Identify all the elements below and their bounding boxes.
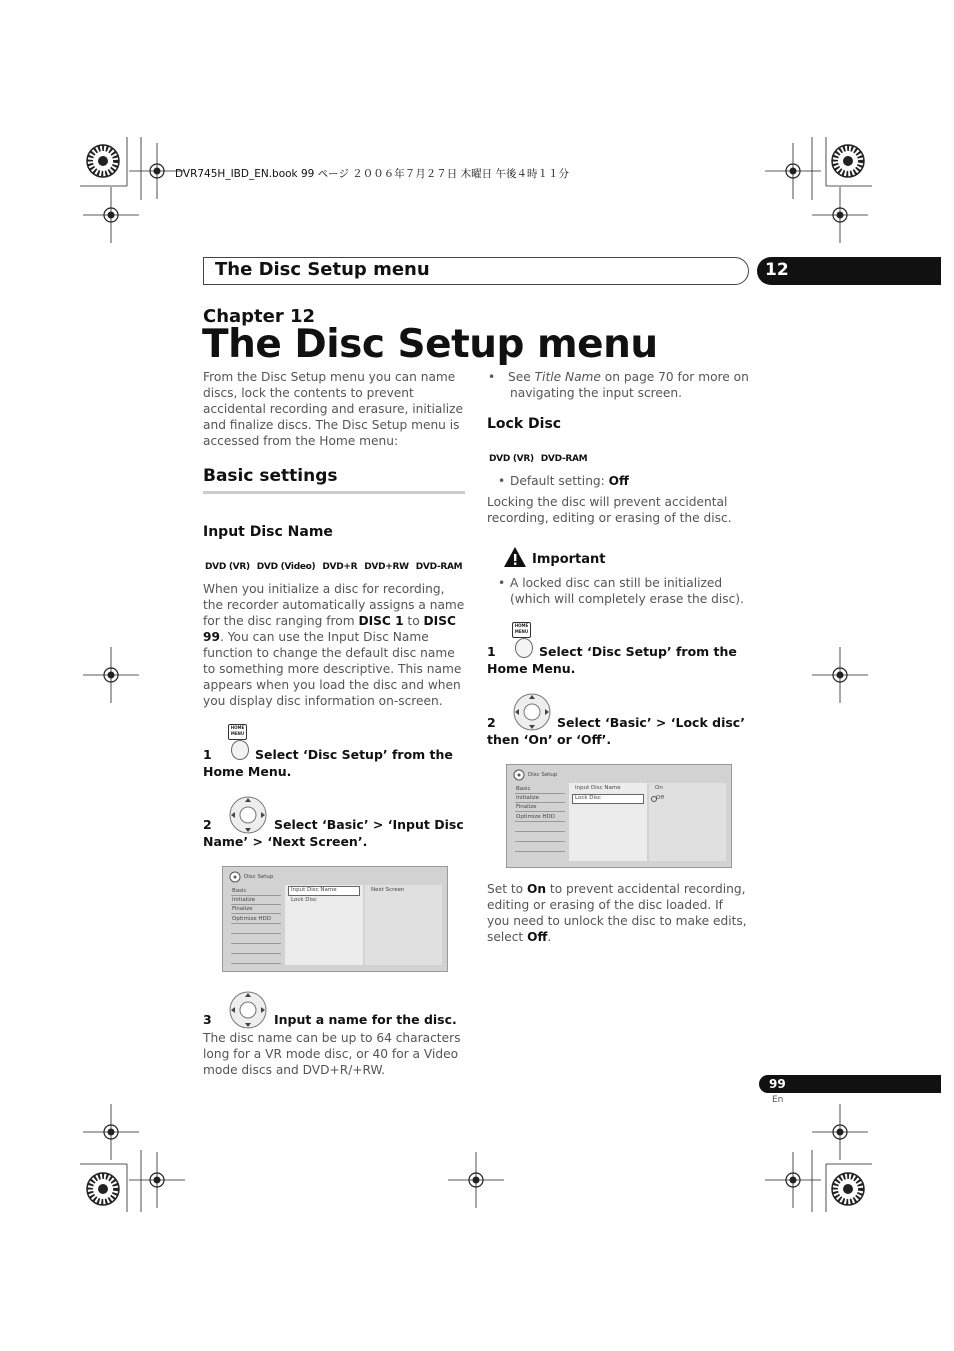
home-menu-icon: HOME MENU bbox=[512, 622, 531, 638]
badge-dvd-vr: DVD (VR) bbox=[489, 454, 534, 464]
option-input-disc-name: Input Disc Name bbox=[291, 887, 337, 893]
home-menu-icon: HOME MENU bbox=[228, 724, 247, 740]
menu-finalize: Finalize bbox=[516, 804, 537, 810]
chapter-number: 12 bbox=[765, 260, 789, 280]
default-setting: • Default setting: Off bbox=[498, 474, 629, 488]
lock-step2-number: 2 bbox=[487, 715, 496, 730]
screen-title: Disc Setup bbox=[244, 874, 274, 880]
menu-optimize-hdd: Optimize HDD bbox=[516, 814, 556, 820]
option-lock-disc: Lock Disc bbox=[575, 795, 601, 801]
menu-basic: Basic bbox=[232, 888, 247, 894]
important-label: Important bbox=[532, 552, 606, 567]
print-header: DVR745H_IBD_EN.book 99 ページ ２００６年７月２７日 木曜日 午後４時１１分 bbox=[175, 168, 569, 180]
step2-number: 2 bbox=[203, 817, 212, 832]
menu-optimize-hdd: Optimize HDD bbox=[232, 916, 272, 922]
lock-step2-text: Select ‘Basic’ > ‘Lock disc’ then ‘On’ or ‘Off’. bbox=[487, 715, 745, 747]
lock-disc-heading: Lock Disc bbox=[487, 416, 562, 432]
disc-icon bbox=[229, 871, 243, 883]
page-number-tab bbox=[759, 1075, 941, 1093]
disc-icon bbox=[513, 769, 527, 781]
step1-text: Select ‘Disc Setup’ from the Home Menu. bbox=[203, 747, 453, 779]
lock-step1-number: 1 bbox=[487, 644, 496, 659]
disc-setup-screen-lock bbox=[506, 764, 732, 868]
important-warning-icon bbox=[503, 546, 527, 568]
step3-text: Input a name for the disc. bbox=[274, 1012, 457, 1027]
option-lock-disc: Lock Disc bbox=[291, 897, 317, 903]
menu-initialize: Initialize bbox=[232, 897, 256, 903]
badge-dvd-video: DVD (Video) bbox=[256, 562, 316, 572]
badge-dvd-ram: DVD-RAM bbox=[540, 454, 588, 464]
badge-dvd-plus-rw: DVD+RW bbox=[364, 562, 409, 572]
step1-number: 1 bbox=[203, 747, 212, 762]
important-text: • A locked disc can still be initialized (which will completely erase the disc). bbox=[498, 576, 744, 606]
header-title: The Disc Setup menu bbox=[215, 259, 430, 280]
disc-type-badges bbox=[205, 554, 469, 573]
basic-settings-heading: Basic settings bbox=[203, 466, 338, 486]
badge-dvd-vr: DVD (VR) bbox=[205, 562, 250, 572]
menu-basic: Basic bbox=[516, 786, 531, 792]
page-language: En bbox=[772, 1095, 784, 1105]
badge-dvd-plus-r: DVD+R bbox=[322, 562, 358, 572]
menu-initialize: Initialize bbox=[516, 795, 540, 801]
chapter-label: Chapter 12 bbox=[203, 306, 316, 327]
badge-dvd-ram: DVD-RAM bbox=[415, 562, 463, 572]
intro-text: From the Disc Setup menu you can name discs, lock the contents to prevent accidental recording and erasure, initialize and finalize discs. The Disc Setup menu is accessed from the Home menu: bbox=[203, 370, 464, 448]
disc-setup-screen-input bbox=[222, 866, 448, 972]
option-input-disc-name: Input Disc Name bbox=[575, 785, 621, 791]
page-number: 99 bbox=[769, 1077, 786, 1091]
step3-number: 3 bbox=[203, 1012, 212, 1027]
see-title-name-bullet: • See Title Name on page 70 for more on navigating the input screen. bbox=[488, 370, 749, 400]
option-on: On bbox=[655, 785, 663, 791]
set-on-desc: Set to On to prevent accidental recording, editing or erasing of the disc loaded. If you need to unlock the disc to make edits, select Off. bbox=[487, 882, 747, 944]
step3-desc: The disc name can be up to 64 characters long for a VR mode disc, or 40 for a Video mode discs and DVD+R/+RW. bbox=[203, 1031, 461, 1077]
page-title: The Disc Setup menu bbox=[202, 322, 658, 367]
lock-step1-text: Select ‘Disc Setup’ from the Home Menu. bbox=[487, 644, 737, 676]
enter-joystick-icon bbox=[226, 990, 270, 1030]
sub-panel bbox=[365, 885, 442, 965]
step2-text: Select ‘Basic’ > ‘Input Disc Name’ > ‘Next Screen’. bbox=[203, 817, 464, 849]
menu-finalize: Finalize bbox=[232, 906, 253, 912]
input-disc-name-heading: Input Disc Name bbox=[203, 524, 333, 540]
input-disc-name-desc: When you initialize a disc for recording, the recorder automatically assigns a name for the disc ranging from DISC 1 to DISC 99. You can use the Input Disc Name function to change the default disc name to something more descriptive. This name appears when you load the disc and when you display disc information on-screen. bbox=[203, 582, 465, 708]
heading-rule bbox=[203, 491, 465, 494]
option-next-screen: Next Screen bbox=[371, 887, 405, 893]
option-off: Off bbox=[656, 795, 665, 801]
lock-disc-desc: Locking the disc will prevent accidental recording, editing or erasing of the disc. bbox=[487, 495, 732, 525]
screen-title: Disc Setup bbox=[528, 772, 558, 778]
lock-disc-badges bbox=[489, 446, 594, 465]
